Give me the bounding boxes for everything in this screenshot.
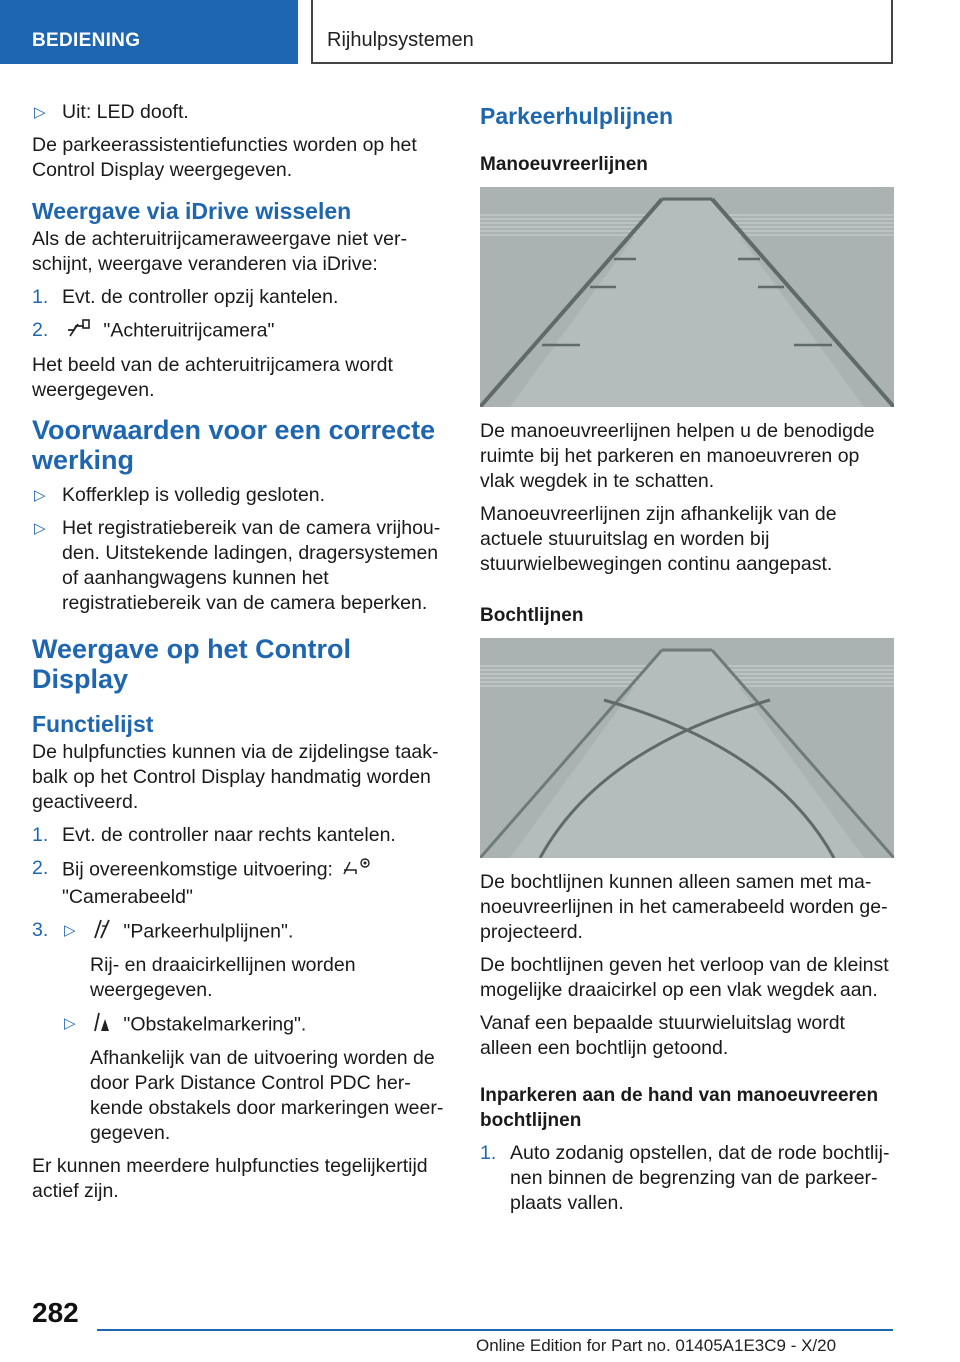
step-number: 3. — [32, 919, 49, 941]
step-number: 2. — [32, 857, 49, 879]
paragraph: Vanaf een bepaalde stuurwieluitslag wordt alleen een bochtlijn getoond. — [480, 1012, 845, 1059]
paragraph: Er kunnen meerdere hulpfuncties tegelijkertijd actief zijn. — [32, 1155, 428, 1202]
list-item — [32, 285, 444, 310]
list-item — [32, 318, 444, 345]
bullet-triangle-icon: ▷ — [34, 104, 46, 121]
step-number: 1. — [32, 824, 49, 846]
camera-settings-icon — [342, 856, 372, 885]
paragraph: De bochtlijnen geven het verloop van de kleinst mogelijke draaicirkel op een vlak wegdek aan. — [480, 954, 889, 1001]
subsection-heading: Bochtlijnen — [480, 605, 584, 626]
chapter-label: Rijhulpsystemen — [327, 29, 474, 51]
list-item — [32, 516, 444, 616]
step-number: 2. — [32, 319, 49, 341]
sub-list-item — [62, 918, 444, 947]
bullet-triangle-icon: ▷ — [64, 1015, 76, 1032]
subsection-heading: Inparkeren aan de hand van manoeuvreeren bochtlijnen — [480, 1085, 879, 1131]
right-column — [480, 100, 896, 1224]
list-item-text: Kofferklep is volledig gesloten. — [62, 484, 326, 506]
sub-item-text: "Obstakelmarkering". — [123, 1013, 307, 1036]
left-column — [32, 100, 444, 1212]
list-item — [32, 100, 444, 125]
bullet-triangle-icon: ▷ — [64, 922, 76, 939]
step-text-2: "Camerabeeld" — [62, 886, 193, 908]
bullet-triangle-icon: ▷ — [34, 487, 46, 504]
sub-list-item — [62, 1011, 444, 1040]
step-text: Bij overeenkomstige uitvoering: — [62, 858, 333, 881]
step-number: 1. — [32, 286, 49, 308]
step-text: Evt. de controller naar rechts kantelen. — [62, 824, 396, 846]
step-text: "Achteruitrijcamera" — [103, 319, 275, 342]
paragraph: De hulpfuncties kunnen via de zijdelingse taakbalk op het Control Display handmatig worden geactiveerd. — [32, 741, 439, 813]
list-item — [32, 918, 444, 947]
paragraph: Het beeld van de achteruitrijcamera wordt weergegeven. — [32, 354, 393, 401]
section-heading: Voorwaarden voor een correcte werking — [32, 415, 436, 475]
rear-camera-icon — [66, 318, 92, 345]
paragraph: De manoeuvreerlijnen helpen u de benodigde ruimte bij het parkeren en manoeuvreren op vlak wegdek in te schatten. — [480, 420, 875, 492]
subsection-heading: Manoeuvreerlijnen — [480, 154, 648, 175]
step-text: Evt. de controller opzij kantelen. — [62, 286, 339, 308]
list-item — [32, 823, 444, 848]
section-label: BEDIENING — [32, 30, 141, 51]
list-item — [480, 1141, 896, 1216]
paragraph: De parkeerassistentiefuncties worden op het Control Display weergegeven. — [32, 134, 417, 181]
paragraph: Rij- en draaicirkellijnen worden weergegeven. — [90, 954, 356, 1001]
paragraph: Afhankelijk van de uitvoering worden de door Park Distance Control PDC herkende obstakels door markeringen weergegeven. — [90, 1047, 444, 1144]
list-item — [32, 856, 444, 910]
section-tab — [0, 0, 298, 64]
section-heading: Weergave via iDrive wisselen — [32, 198, 352, 224]
obstacle-marking-icon — [92, 1011, 112, 1040]
footer-edition: Online Edition for Part no. 01405A1E3C9 - X/20 — [476, 1336, 837, 1355]
parking-lines-icon — [92, 918, 112, 947]
page-number: 282 — [32, 1297, 79, 1328]
section-heading: Weergave op het Control Display — [32, 634, 352, 694]
paragraph: Als de achteruitrijcameraweergave niet verschijnt, weergave veranderen via iDrive: — [32, 228, 408, 275]
subsection-heading: Functielijst — [32, 711, 154, 737]
step-text: Auto zodanig opstellen, dat de rode bochtlijnen binnen de begrenzing van de parkeerplaats vallen. — [510, 1142, 890, 1214]
list-item — [32, 483, 444, 508]
list-item-text: Het registratiebereik van de camera vrijhouden. Uitstekende ladingen, dragersystemen of aanhangwagens kunnen het registratiebereik van de camera beperken. — [62, 517, 441, 614]
sub-item-text: "Parkeerhulplijnen". — [123, 920, 294, 943]
paragraph: De bochtlijnen kunnen alleen samen met manoeuvreerlijnen in het camerabeeld worden geprojecteerd. — [480, 871, 888, 943]
paragraph: Manoeuvreerlijnen zijn afhankelijk van de actuele stuuruitslag en worden bij stuurwielbewegingen continu aangepast. — [480, 503, 837, 575]
manoeuvre-lines-image — [480, 187, 894, 407]
chapter-tab — [311, 0, 893, 64]
curve-lines-image — [480, 638, 894, 858]
bullet-triangle-icon: ▷ — [34, 520, 46, 537]
section-heading: Parkeerhulplijnen — [480, 103, 674, 129]
step-number: 1. — [480, 1142, 497, 1164]
list-item-text: Uit: LED dooft. — [62, 101, 189, 123]
footer-divider — [97, 1329, 893, 1331]
